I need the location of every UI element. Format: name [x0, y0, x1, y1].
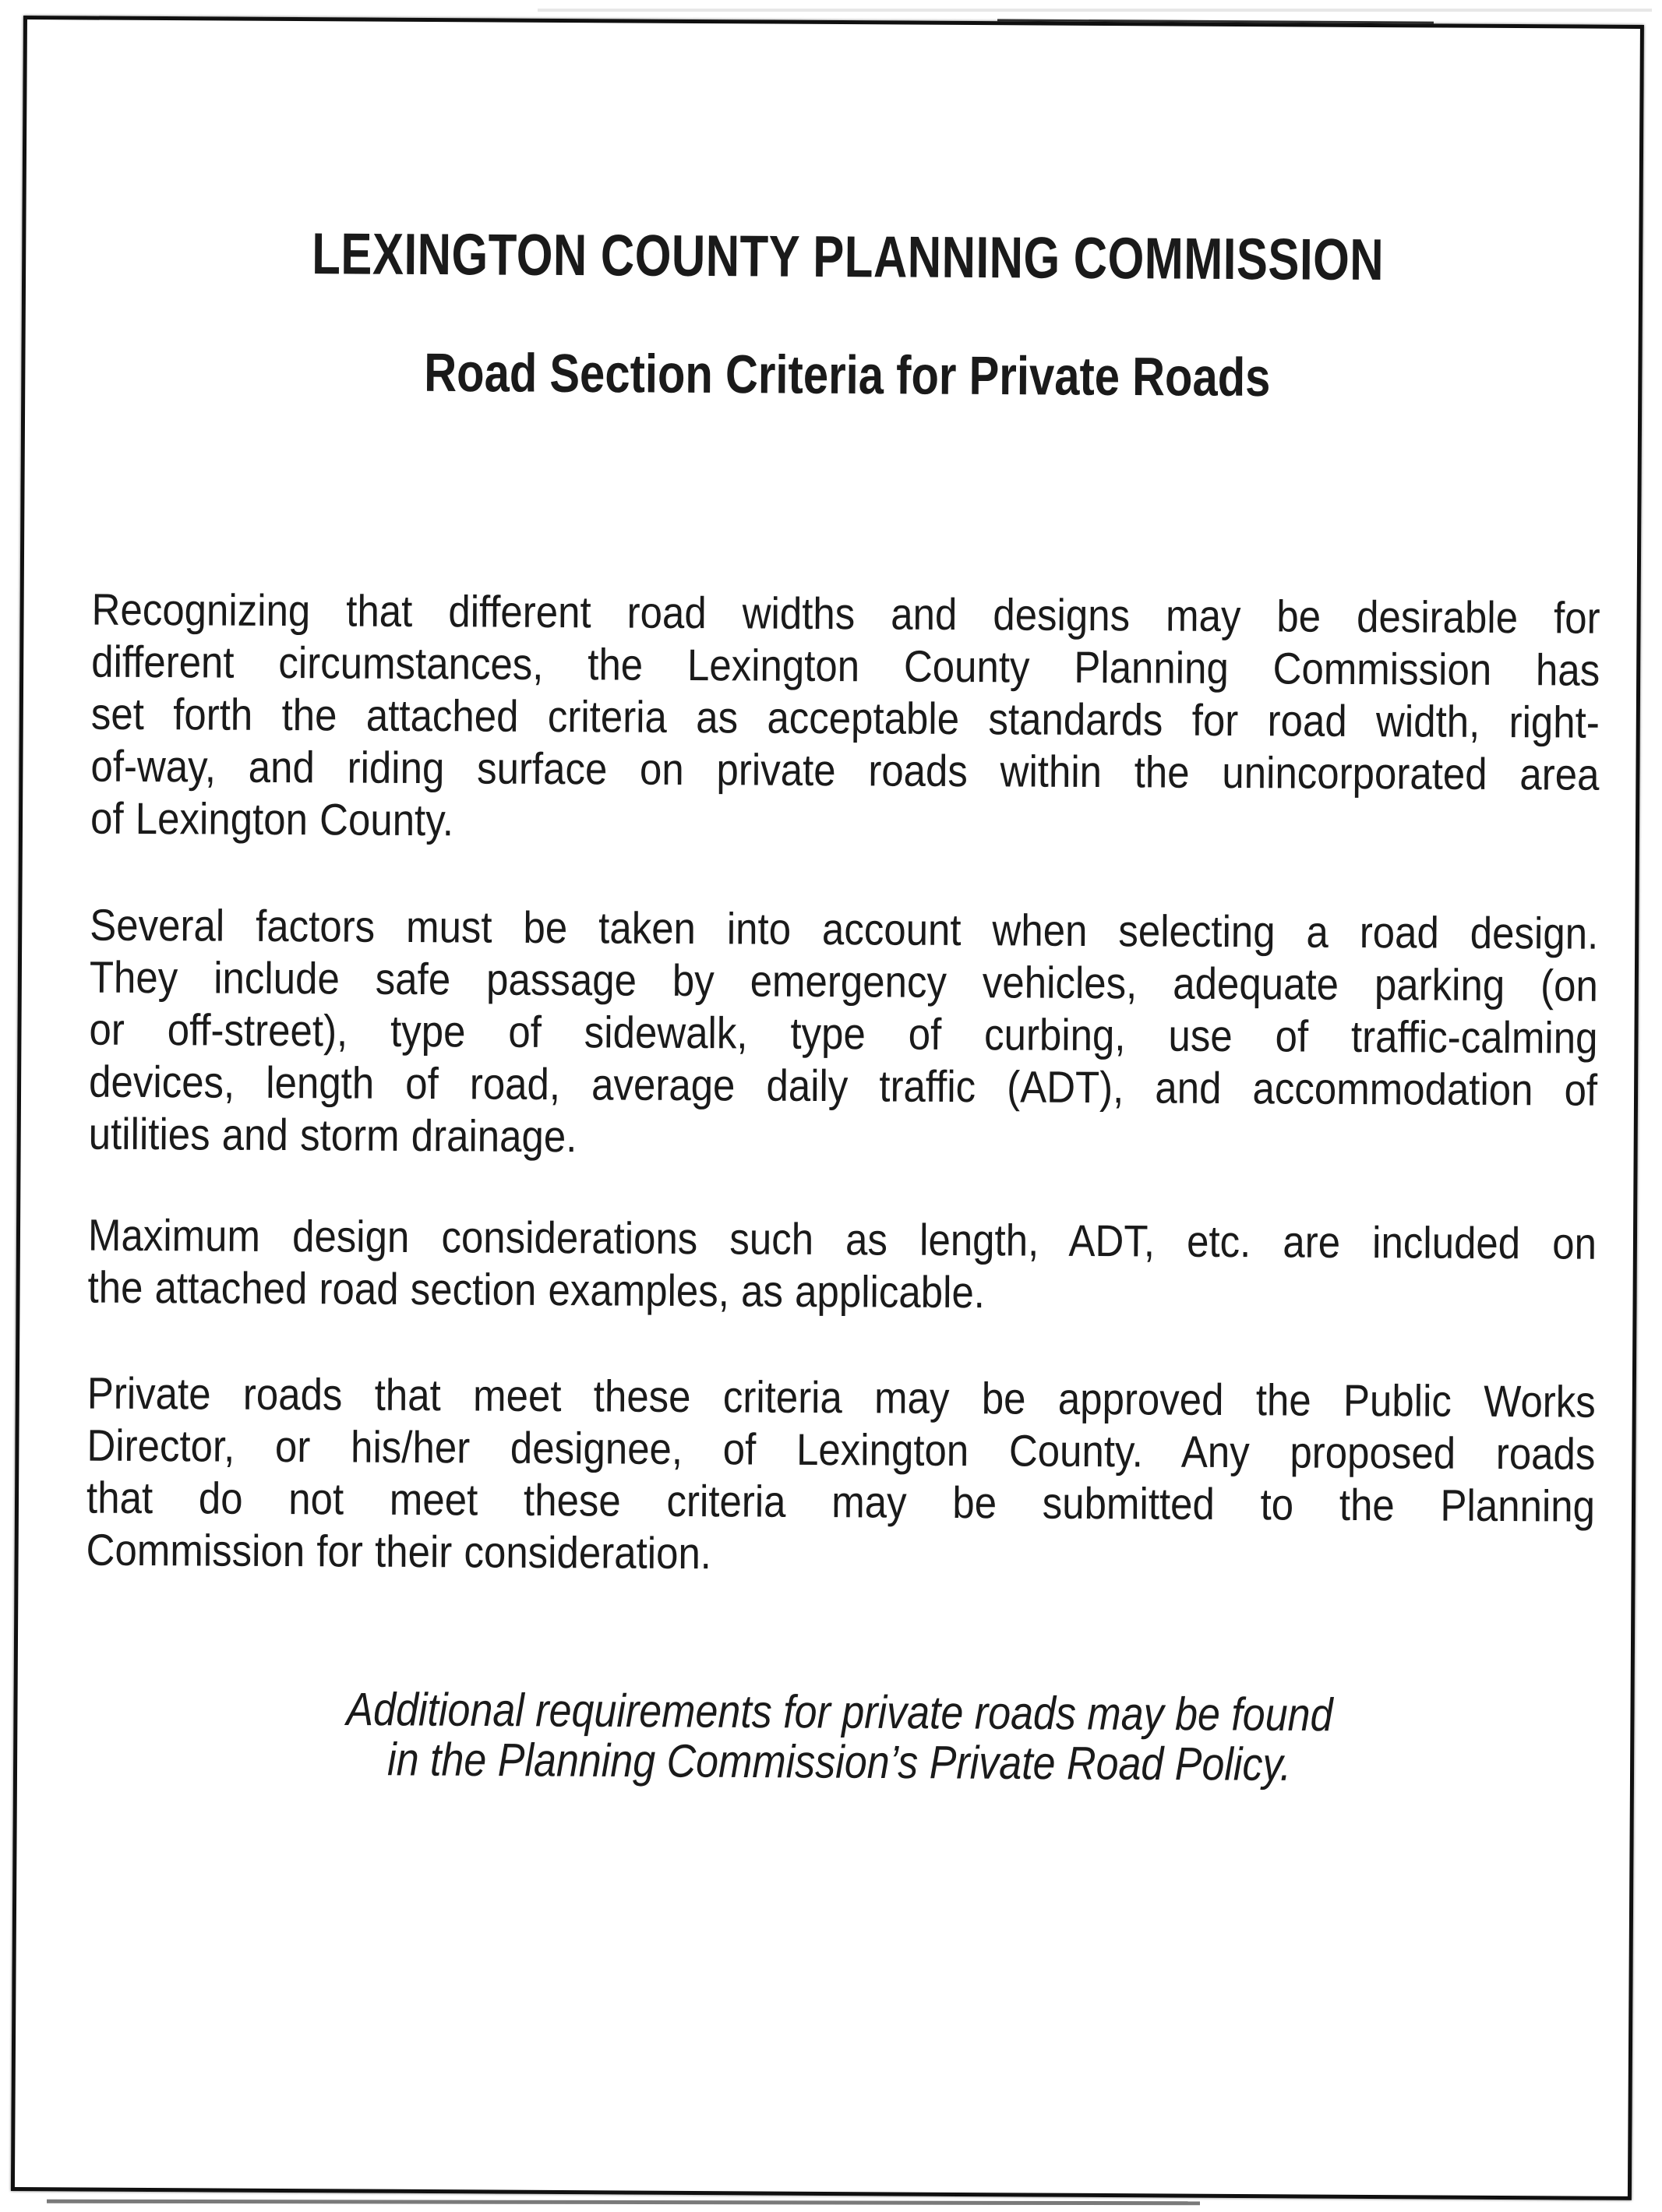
footnote-line: Additional requirements for private roads may be found: [346, 1684, 1333, 1742]
paragraph-line: of Lexington County.: [90, 793, 454, 845]
paragraph-line: They include safe passage by emergency vehicles, adequate parking (on: [89, 952, 1599, 1011]
paragraph-recognizing: [90, 584, 1600, 853]
paragraph-line: Recognizing that different road widths and designs may be desirable for: [91, 584, 1600, 644]
paragraph-several-factors: [89, 899, 1599, 1169]
paragraph-line: Commission for their consideration.: [86, 1525, 712, 1579]
paragraph-line: Several factors must be taken into account when selecting a road design.: [90, 900, 1599, 959]
paragraph-line: Maximum design considerations such as length, ADT, etc. are included on: [87, 1210, 1597, 1269]
paragraph-line: the attached road section examples, as applicable.: [87, 1262, 986, 1318]
paragraph-line: set forth the attached criteria as acceptable standards for road width, right-: [90, 689, 1600, 748]
paragraph-private-roads-approval: [86, 1367, 1596, 1585]
scan-artifact-top: [538, 9, 1652, 12]
paragraph-line: different circumstances, the Lexington County Planning Commission has: [91, 637, 1600, 696]
paragraph-line: Private roads that meet these criteria may be approved the Public Works: [86, 1368, 1596, 1427]
paragraph-line: that do not meet these criteria may be submitted to the Planning: [86, 1473, 1596, 1532]
page-border-frame: [11, 16, 1644, 2200]
footnote-additional-requirements: [85, 1683, 1594, 1791]
document-subtitle: Road Section Criteria for Private Roads: [424, 342, 1271, 408]
footnote-line: in the Planning Commission’s Private Road Policy.: [386, 1734, 1292, 1791]
paragraph-line: or off-street), type of sidewalk, type of curbing, use of traffic-calming: [89, 1004, 1598, 1064]
paragraph-line: devices, length of road, average daily traffic (ADT), and accommodation of: [88, 1057, 1598, 1116]
paragraph-line: Director, or his/her designee, of Lexington County. Any proposed roads: [86, 1420, 1596, 1480]
document-title: LEXINGTON COUNTY PLANNING COMMISSION: [312, 220, 1385, 293]
paragraph-line: utilities and storm drainage.: [88, 1109, 577, 1162]
paragraph-line: of-way, and riding surface on private roads within the unincorporated area: [90, 741, 1600, 800]
scan-artifact-bottom: [47, 2200, 1200, 2206]
paragraph-maximum-design: [87, 1209, 1597, 1322]
